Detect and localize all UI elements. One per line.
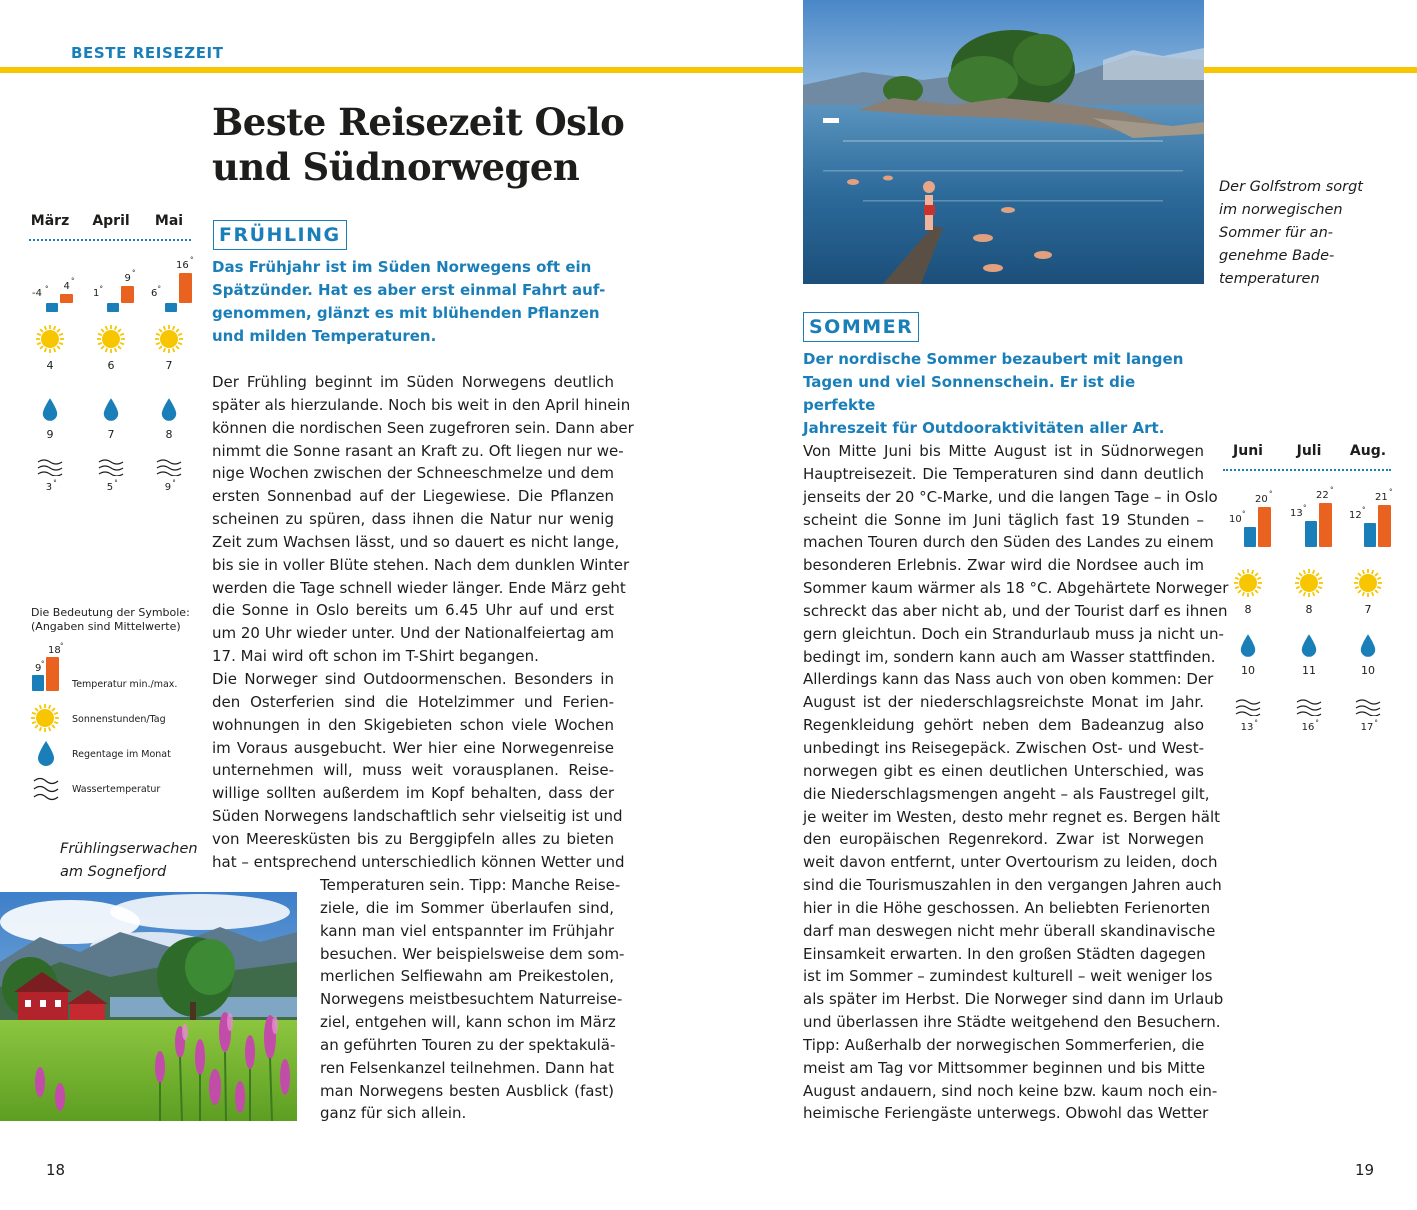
body-line: im Voraus ausgebucht. Wer hier eine Norwegenreise <box>212 738 614 757</box>
body-line: gern gleichtun. Doch ein Strandurlaub muss ja nicht un- <box>803 624 1224 643</box>
water-temp-value: 13 <box>1240 722 1254 733</box>
dotted-divider <box>29 239 191 241</box>
header-rule-left <box>0 67 803 73</box>
body-line: Zeit zum Wachsen lässt, und so dauert es nicht lange, <box>212 532 620 551</box>
page-number-left: 18 <box>46 1161 66 1179</box>
season-heading-spring: FRÜHLING <box>213 220 347 250</box>
sun-icon <box>1353 568 1383 602</box>
legend-temp-label: Temperatur min./max. <box>72 679 178 690</box>
body-line: Die Norweger sind Outdoormenschen. Besonders in <box>212 669 614 688</box>
degree-sign: ° <box>1374 719 1378 727</box>
temp-min-label: 10 <box>1229 514 1242 525</box>
wave-icon <box>156 458 182 480</box>
rain-days-value: 11 <box>1302 664 1316 677</box>
rain-days-value: 7 <box>107 428 115 441</box>
degree-sign: ° <box>1330 486 1334 494</box>
sun-hours-value: 8 <box>1305 603 1313 616</box>
body-line: bedingt im, sondern kann auch am Wasser stattfinden. <box>803 647 1216 666</box>
body-text-summer <box>803 440 1229 1125</box>
header-rule-right <box>1204 67 1417 73</box>
raindrop-icon <box>1239 633 1257 663</box>
caption-line: Der Golfstrom sorgt <box>1219 179 1363 195</box>
month-label: Aug. <box>1349 443 1387 459</box>
dotted-divider <box>1223 469 1391 471</box>
body-line: schreckt das aber nicht ab, und der Tourist darf es ihnen <box>803 601 1228 620</box>
wave-icon <box>1235 698 1261 720</box>
sun-icon <box>154 324 184 358</box>
rain-days-value: 8 <box>165 428 173 441</box>
sun-icon <box>1233 568 1263 602</box>
degree-sign: ° <box>1269 490 1273 498</box>
temp-min-label: -4 <box>32 288 42 299</box>
temp-min-bar <box>46 303 58 312</box>
body-line: wohnungen in den Skigebieten schon viele Wochen <box>212 715 614 734</box>
legend-sun-label: Sonnenstunden/Tag <box>72 714 166 725</box>
body-line: um 20 Uhr wieder unter. Und der Nationalfeiertag am <box>212 624 615 643</box>
raindrop-icon <box>160 397 178 427</box>
caption-line: temperaturen <box>1219 271 1320 287</box>
body-line: willige sollten außerdem im Kopf behalten, dass der <box>212 784 614 803</box>
rain-days-value: 9 <box>46 428 54 441</box>
temp-min-bar <box>1305 521 1317 547</box>
season-heading-summer: SOMMER <box>803 312 919 342</box>
body-line: August ist der niederschlagsreichste Monat im Jahr. <box>803 693 1204 712</box>
lead-line: Spätzünder. Hat es aber erst einmal Fahrt auf- <box>212 281 606 299</box>
body-line: kann man viel entspannter im Frühjahr <box>320 921 614 940</box>
temp-min-bar <box>107 303 119 312</box>
temp-max-label: 20 <box>1255 494 1268 505</box>
degree-sign: ° <box>1362 506 1366 514</box>
body-line: je weiter im Westen, desto mehr regnet es. Bergen hält <box>803 807 1220 826</box>
month-label: März <box>30 213 70 229</box>
raindrop-icon <box>41 397 59 427</box>
body-line: werden die Tage schnell wieder länger. Ende März geht <box>212 578 626 597</box>
body-line: ziel, entgehen will, kann schon im März <box>320 1013 616 1032</box>
body-line: Hauptreisezeit. Die Temperaturen sind dann deutlich <box>803 464 1204 483</box>
body-line: die Niederschlagsmengen angeht – als Faustregel gilt, <box>803 784 1210 803</box>
degree-sign: ° <box>172 479 176 487</box>
body-line: Süden Norwegens landschaftlich sehr vielseitig ist und <box>212 807 623 826</box>
sun-hours-value: 6 <box>107 359 115 372</box>
temp-max-bar <box>179 273 192 303</box>
body-line: hat – entsprechend unterschiedlich können Wetter und <box>212 852 625 871</box>
sun-hours-value: 4 <box>46 359 54 372</box>
degree-sign: ° <box>53 479 57 487</box>
degree-sign: ° <box>1389 488 1393 496</box>
month-label: April <box>92 213 130 229</box>
degree-sign: ° <box>99 285 103 293</box>
body-line: machen Touren durch den Süden des Landes zu einem <box>803 533 1214 552</box>
body-line: meist am Tag vor Mittsommer beginnen und bis Mitte <box>803 1058 1206 1077</box>
body-line: nige Wochen zwischen der Schneeschmelze und dem <box>212 464 614 483</box>
body-line: August andauern, sind noch keine bzw. kaum noch ein- <box>803 1081 1218 1100</box>
body-line: hier in die Höhe geschossen. An beliebten Ferienorten <box>803 898 1211 917</box>
body-text-spring <box>212 371 634 874</box>
temp-min-label: 13 <box>1290 508 1303 519</box>
page-title: Beste Reisezeit Oslo und Südnorwegen <box>212 100 625 189</box>
body-line: ziele, die im Sommer überlaufen sind, <box>320 898 614 917</box>
body-line: besuchen. Wer beispielsweise dem som- <box>320 944 625 963</box>
body-line: Der Frühling beginnt im Süden Norwegens deutlich <box>212 373 614 391</box>
degree-sign: ° <box>1254 719 1258 727</box>
legend-temp-icon: 18 ° 9 ° <box>30 645 64 693</box>
lead-line: und milden Temperaturen. <box>212 327 437 345</box>
body-line: man Norwegens besten Ausblick (fast) <box>320 1081 614 1100</box>
rain-days-value: 10 <box>1241 664 1255 677</box>
sun-icon <box>35 324 65 358</box>
body-line: scheint die Sonne im Juni täglich fast 19 Stunden – <box>803 510 1204 529</box>
raindrop-icon <box>36 740 56 768</box>
wave-icon <box>32 776 60 802</box>
body-line: ersten Sonnenbad auf der Liegewiese. Die Pflanzen <box>212 487 614 506</box>
body-line: merlichen Selfiewahn am Preikestolen, <box>320 967 614 986</box>
degree-sign: ° <box>71 277 75 285</box>
sun-icon <box>30 703 60 733</box>
section-label: BESTE REISEZEIT <box>71 44 224 62</box>
temp-max-bar <box>1378 505 1391 547</box>
lead-line: genommen, glänzt es mit blühenden Pflanzen <box>212 304 600 322</box>
raindrop-icon <box>1300 633 1318 663</box>
body-text-spring-narrow <box>320 874 625 1125</box>
water-temp-value: 3 <box>45 482 53 493</box>
water-temp-value: 5 <box>106 482 114 493</box>
water-temp-value: 17 <box>1360 722 1374 733</box>
photo-sognefjord-meadow <box>0 892 297 1121</box>
caption-line: im norwegischen <box>1219 202 1343 218</box>
sun-hours-value: 7 <box>1364 603 1372 616</box>
temp-min-label: 12 <box>1349 510 1362 521</box>
degree-sign: ° <box>190 255 194 264</box>
lead-line: Tagen und viel Sonnenschein. Er ist die perfekte <box>803 373 1136 414</box>
climate-table-summer <box>1223 443 1391 743</box>
wave-icon <box>1355 698 1381 720</box>
water-temp-value: 16 <box>1301 722 1315 733</box>
body-line: Einsamkeit erwarten. In den großen Städten dagegen <box>803 944 1206 963</box>
body-line: 17. Mai wird oft schon im T-Shirt begangen. <box>212 647 539 666</box>
caption-line: genehme Bade- <box>1219 248 1335 264</box>
month-label: Mai <box>154 213 184 229</box>
page-number-right: 19 <box>1355 1161 1375 1179</box>
temp-max-label: 9 <box>124 272 131 284</box>
rain-days-value: 10 <box>1361 664 1375 677</box>
temp-min-bar <box>1244 527 1256 547</box>
sun-hours-value: 8 <box>1244 603 1252 616</box>
wave-icon <box>98 458 124 480</box>
caption-line: Sommer für an- <box>1219 225 1333 241</box>
lead-line: Jahreszeit für Outdooraktivitäten aller Art. <box>803 419 1165 437</box>
body-line: besonderen Erlebnis. Zwar wird die Nordsee auch im <box>803 556 1204 575</box>
degree-sign: ° <box>114 479 118 487</box>
degree-sign: ° <box>45 285 49 293</box>
legend-max-bar <box>46 657 59 691</box>
wave-icon <box>37 458 63 480</box>
degree-sign: ° <box>132 268 136 277</box>
body-line: ist im Sommer – zumindest kulturell – weit weniger los <box>803 967 1213 986</box>
body-line: scheinen zu spüren, dass ihnen die Natur nur wenig <box>212 510 614 529</box>
temp-min-label: 1 <box>93 288 100 299</box>
sun-icon <box>1294 568 1324 602</box>
degree-sign: ° <box>1303 504 1307 512</box>
body-line: bis sie in voller Blüte stehen. Nach dem dunklen Winter <box>212 555 630 574</box>
body-line: Von Mitte Juni bis Mitte August ist in Südnorwegen <box>803 442 1204 460</box>
body-line: an geführten Touren zu der spektakulä- <box>320 1035 616 1054</box>
caption-swimmers-photo <box>1219 176 1363 291</box>
lead-line: Das Frühjahr ist im Süden Norwegens oft ein <box>212 258 592 276</box>
temp-max-bar <box>1258 507 1271 547</box>
photo-swimmers-island <box>803 0 1204 284</box>
degree-sign: ° <box>1315 719 1319 727</box>
degree-sign: ° <box>157 285 161 293</box>
body-line: den europäischen Regenrekord. Zwar ist Norwegen <box>803 830 1204 849</box>
body-line: ren Felsenkanzel teilnehmen. Dann hat <box>320 1058 614 1077</box>
body-line: später als hierzulande. Noch bis weit in den April hinein <box>212 395 631 414</box>
body-line: den Osterferien sind die Hotelzimmer und Ferien- <box>212 692 614 711</box>
water-temp-value: 9 <box>164 482 172 493</box>
raindrop-icon <box>1359 633 1377 663</box>
body-line: Temperaturen sein. Tipp: Manche Reise- <box>320 876 621 894</box>
temp-min-bar <box>165 303 177 312</box>
body-line: können die nordischen Seen zugefroren sein. Dann aber <box>212 418 634 437</box>
temp-max-label: 4 <box>63 281 70 292</box>
body-line: heimische Feriengäste unterwegs. Obwohl das Wetter <box>803 1104 1209 1123</box>
lead-spring <box>212 256 612 348</box>
legend-title: Die Bedeutung der Symbole: (Angaben sind Mittelwerte) <box>31 606 190 633</box>
body-line: ganz für sich allein. <box>320 1104 467 1123</box>
body-line: die Sonne in Oslo bereits um 6.45 Uhr auf und erst <box>212 601 614 620</box>
body-line: jenseits der 20 °C-Marke, und die langen Tage – in Oslo <box>803 487 1218 506</box>
month-label: Juli <box>1296 443 1322 459</box>
sun-hours-value: 7 <box>165 359 173 372</box>
lead-summer <box>803 348 1203 440</box>
body-line: sind die Tourismuszahlen in den vergangen Jahren auch <box>803 876 1222 895</box>
body-line: weit davon entfernt, unter Overtourism zu leiden, doch <box>803 853 1218 872</box>
body-line: Norwegens meistbesuchtem Naturreise- <box>320 990 623 1009</box>
body-line: Tipp: Außerhalb der norwegischen Sommerferien, die <box>803 1035 1205 1054</box>
lead-line: Der nordische Sommer bezaubert mit langen <box>803 350 1184 368</box>
body-line: unternehmen will, muss weit vorausplanen. Reise- <box>212 761 614 780</box>
body-line: und überlassen ihre Städte weitgehend den Besuchern. <box>803 1013 1221 1032</box>
month-header-row <box>1223 443 1391 465</box>
body-line: als später im Herbst. Die Norweger sind dann im Urlaub <box>803 990 1224 1009</box>
body-line: Sommer kaum wärmer als 18 °C. Abgehärtete Norweger <box>803 579 1229 598</box>
month-label: Juni <box>1233 443 1263 459</box>
climate-table-spring <box>29 213 194 503</box>
body-line: von Meeresküsten bis zu Berggipfeln alles zu bieten <box>212 829 614 848</box>
temp-max-bar <box>60 294 73 303</box>
month-header-row <box>29 213 191 235</box>
legend-rain-label: Regentage im Monat <box>72 749 171 760</box>
body-line: Regenkleidung gehört neben dem Badeanzug also <box>803 716 1204 735</box>
temp-min-label: 6 <box>151 288 158 299</box>
caption-spring-photo: Frühlingserwachen am Sognefjord <box>60 841 198 880</box>
body-line: Allerdings kann das Nass auch von oben kommen: Der <box>803 670 1214 689</box>
raindrop-icon <box>102 397 120 427</box>
temp-max-bar <box>1319 503 1332 547</box>
temp-max-bar <box>121 286 134 303</box>
temp-max-label: 22 <box>1316 490 1329 501</box>
legend-min-bar <box>32 675 44 691</box>
body-line: norwegen gibt es einen deutlichen Unterschied, was <box>803 761 1204 780</box>
body-line: nimmt die Sonne rasant an Kraft zu. Oft liegen nur we- <box>212 441 624 460</box>
sun-icon <box>96 324 126 358</box>
body-line: darf man deswegen nicht mehr überall skandinavische <box>803 921 1216 940</box>
temp-min-bar <box>1364 523 1376 547</box>
legend-water-label: Wassertemperatur <box>72 784 161 795</box>
degree-sign: ° <box>1242 510 1246 518</box>
temp-max-label: 16 <box>176 259 189 271</box>
body-line: unbedingt ins Reisegepäck. Zwischen Ost- und West- <box>803 738 1204 757</box>
wave-icon <box>1296 698 1322 720</box>
temp-max-label: 21 <box>1375 492 1388 503</box>
